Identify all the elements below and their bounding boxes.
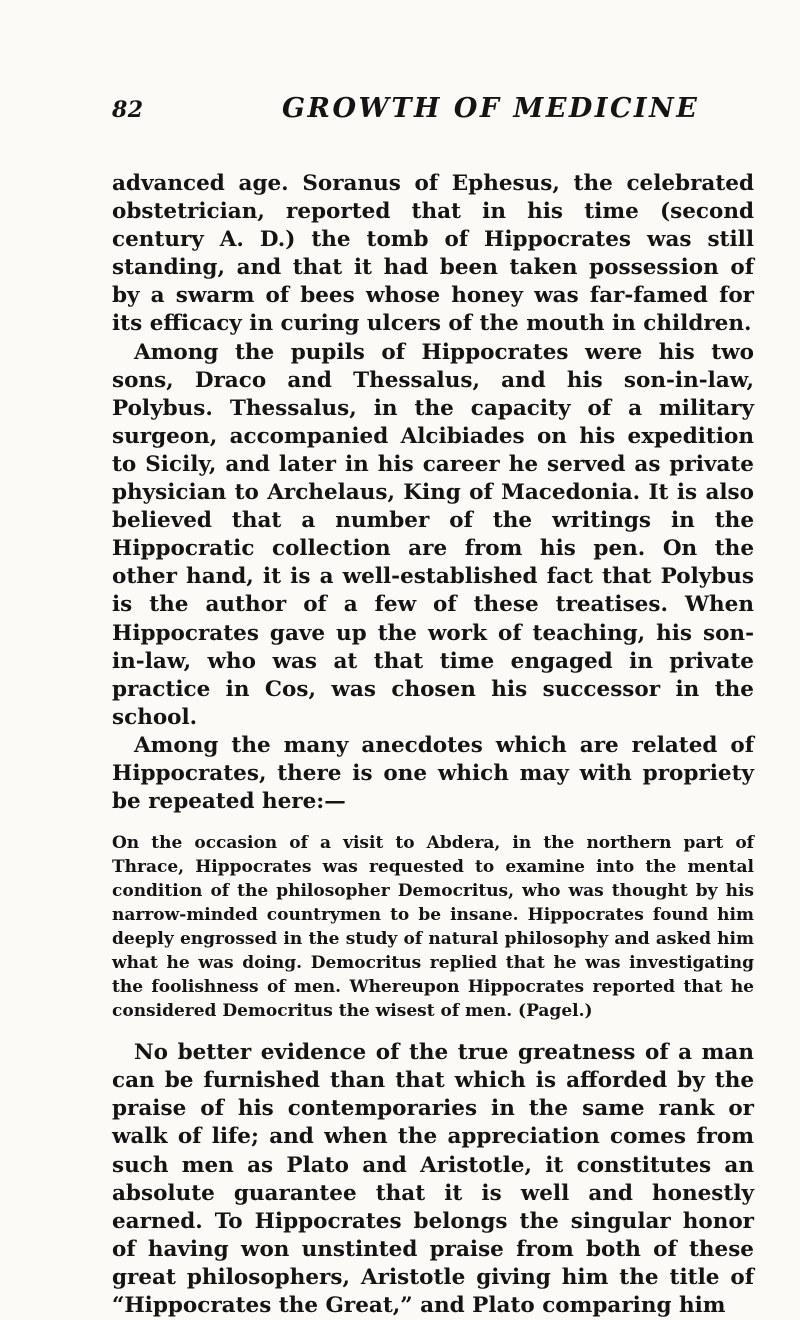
paragraph-greatness: No better evidence of the true greatness of a man can be furnished than that which is afforded by the praise of his contemporaries in the same rank or walk of life; and when the appreciation comes from such men as Plato and Aristotle, it constitutes an absolute guarantee that it is well and honestly earned. To Hippocrates belongs the singular honor of having won unstinted praise from both of these great philosophers, Aristotle giving him the title of “Hippocrates the Great,” and Plato comparing him: [112, 1040, 754, 1318]
running-title: GROWTH OF MEDICINE: [282, 93, 700, 124]
page-header: [112, 93, 752, 133]
body-text: [112, 170, 754, 1320]
paragraph-pupils: Among the pupils of Hippocrates were his two sons, Draco and Thessalus, and his son-in-law, Polybus. Thessalus, in the capacity of a military surgeon, accompanied Alcibiades on his expedition to Sicily, and later in his career he served as private physician to Archelaus, King of Macedonia. It is also believed that a number of the writings in the Hippocratic collection are from his pen. On the other hand, it is a well-established fact that Polybus is the author of a few of these treatises. When Hippocrates gave up the work of teaching, his son-in-law, who was at that time engaged in private practice in Cos, was chosen his successor in the school.: [112, 339, 754, 730]
paragraph-continued: advanced age. Soranus of Ephesus, the celebrated obstetrician, reported that in his time (second century A. D.) the tomb of Hippocrates was still standing, and that it had been taken possession of by a swarm of bees whose honey was far-famed for its efficacy in curing ulcers of the mouth in children.: [112, 171, 754, 337]
page-number: 82: [112, 97, 144, 123]
block-quote: On the occasion of a visit to Abdera, in the northern part of Thrace, Hippocrates was requested to examine into the mental condition of the philosopher Democritus, who was thought by his narrow-minded countrymen to be insane. Hippocrates found him deeply engrossed in the study of natural philosophy and asked him what he was doing. Democritus replied that he was investigating the foolishness of men. Whereupon Hippocrates reported that he considered Democritus the wisest of men. (Pagel.): [112, 833, 754, 1022]
paragraph-anecdotes: Among the many anecdotes which are related of Hippocrates, there is one which may with propriety be repeated here:—: [112, 732, 754, 815]
